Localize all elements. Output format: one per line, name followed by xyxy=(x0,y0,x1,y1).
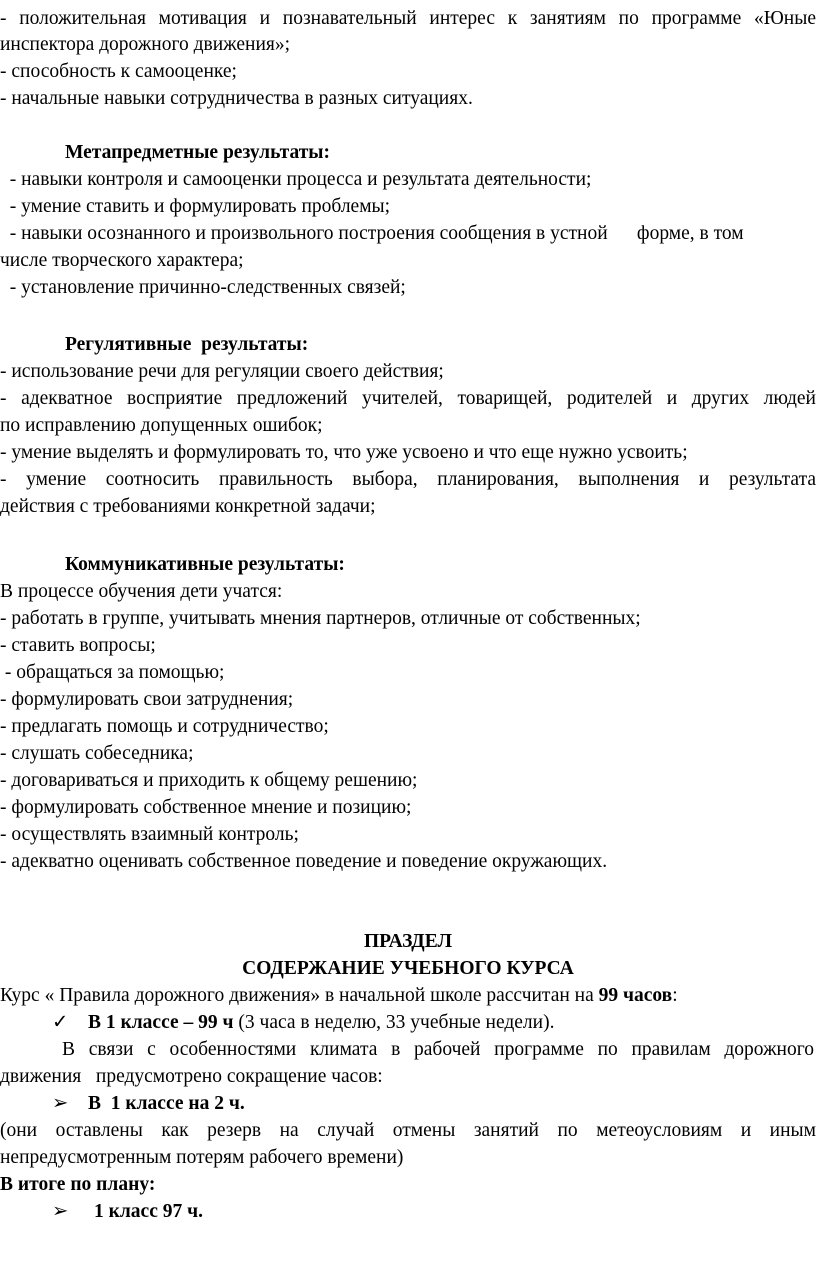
regulative-item-2: - адекватное восприятие предложений учителей, товарищей, родителей и других людей xyxy=(0,388,816,409)
communicative-item-8: - формулировать собственное мнение и позицию; xyxy=(0,797,412,818)
class1-hours: В 1 классе – 99 ч xyxy=(88,1012,234,1033)
class1-bullet xyxy=(52,1010,814,1036)
personal-line-1: - положительная мотивация и познавательный интерес к занятиям по программе «Юные xyxy=(0,8,816,29)
course-colon: : xyxy=(672,985,678,1006)
regulative-item-1: - использование речи для регуляции своего действия; xyxy=(0,361,444,382)
total-bullet xyxy=(52,1199,814,1225)
meta-item-5: - установление причинно-следственных связей; xyxy=(0,277,406,298)
meta-item-3: - навыки осознанного и произвольного построения сообщения в устной форме, в том xyxy=(0,223,744,244)
arrow-bullet-icon: ➢ xyxy=(52,1201,69,1222)
communicative-item-4: - формулировать свои затруднения; xyxy=(0,689,294,710)
regulative-item-5: - умение соотносить правильность выбора, планирования, выполнения и результата xyxy=(0,469,816,490)
meta-item-1: - навыки контроля и самооценки процесса и результата деятельности; xyxy=(0,169,592,190)
arrow-bullet-icon: ➢ xyxy=(52,1093,69,1114)
communicative-item-6: - слушать собеседника; xyxy=(0,743,194,764)
total-value: 1 класс 97 ч. xyxy=(94,1201,203,1222)
reduction-text: В 1 классе на 2 ч. xyxy=(88,1093,245,1114)
regulative-item-3: по исправлению допущенных ошибок; xyxy=(0,415,323,436)
section-title-1: ПРАЗДЕЛ xyxy=(364,931,452,952)
regulative-item-6: действия с требованиями конкретной задачи; xyxy=(0,496,376,517)
communicative-item-7: - договариваться и приходить к общему решению; xyxy=(0,770,418,791)
checkmark-icon: ✓ xyxy=(52,1012,69,1033)
communicative-item-2: - ставить вопросы; xyxy=(0,635,156,656)
reduction-bullet xyxy=(52,1091,814,1117)
personal-line-4: - начальные навыки сотрудничества в разных ситуациях. xyxy=(0,88,473,109)
climate-line-2: движения предусмотрено сокращение часов: xyxy=(0,1066,383,1087)
communicative-item-10: - адекватно оценивать собственное поведение и поведение окружающих. xyxy=(0,851,608,872)
communicative-item-9: - осуществлять взаимный контроль; xyxy=(0,824,299,845)
meta-item-4: числе творческого характера; xyxy=(0,250,244,271)
personal-line-2: инспектора дорожного движения»; xyxy=(0,34,291,55)
meta-item-2: - умение ставить и формулировать проблемы; xyxy=(0,196,391,217)
course-hours: 99 часов xyxy=(598,985,673,1006)
section-title-2: СОДЕРЖАНИЕ УЧЕБНОГО КУРСА xyxy=(242,958,574,979)
course-hours-line xyxy=(0,983,816,1009)
regulative-item-4: - умение выделять и формулировать то, что уже усвоено и что еще нужно усвоить; xyxy=(0,442,688,463)
communicative-item-3: - обращаться за помощью; xyxy=(0,662,225,683)
climate-line-1: В связи с особенностями климата в рабочей программе по правилам дорожного xyxy=(62,1039,814,1060)
regulative-heading: Регулятивные результаты: xyxy=(65,334,309,355)
meta-heading: Метапредметные результаты: xyxy=(65,142,331,163)
communicative-item-5: - предлагать помощь и сотрудничество; xyxy=(0,716,329,737)
reserve-line-2: непредусмотренным потерям рабочего времени) xyxy=(0,1147,404,1168)
communicative-heading: Коммуникативные результаты: xyxy=(65,554,345,575)
communicative-intro: В процессе обучения дети учатся: xyxy=(0,581,283,602)
course-text: Курс « Правила дорожного движения» в начальной школе рассчитан на xyxy=(0,985,599,1006)
communicative-item-1: - работать в группе, учитывать мнения партнеров, отличные от собственных; xyxy=(0,608,641,629)
class1-details: (3 часа в неделю, 33 учебные недели). xyxy=(233,1012,555,1033)
reserve-line-1: (они оставлены как резерв на случай отмены занятий по метеоусловиям и иным xyxy=(0,1120,816,1141)
total-label: В итоге по плану: xyxy=(0,1174,156,1195)
personal-line-3: - способность к самооценке; xyxy=(0,61,237,82)
